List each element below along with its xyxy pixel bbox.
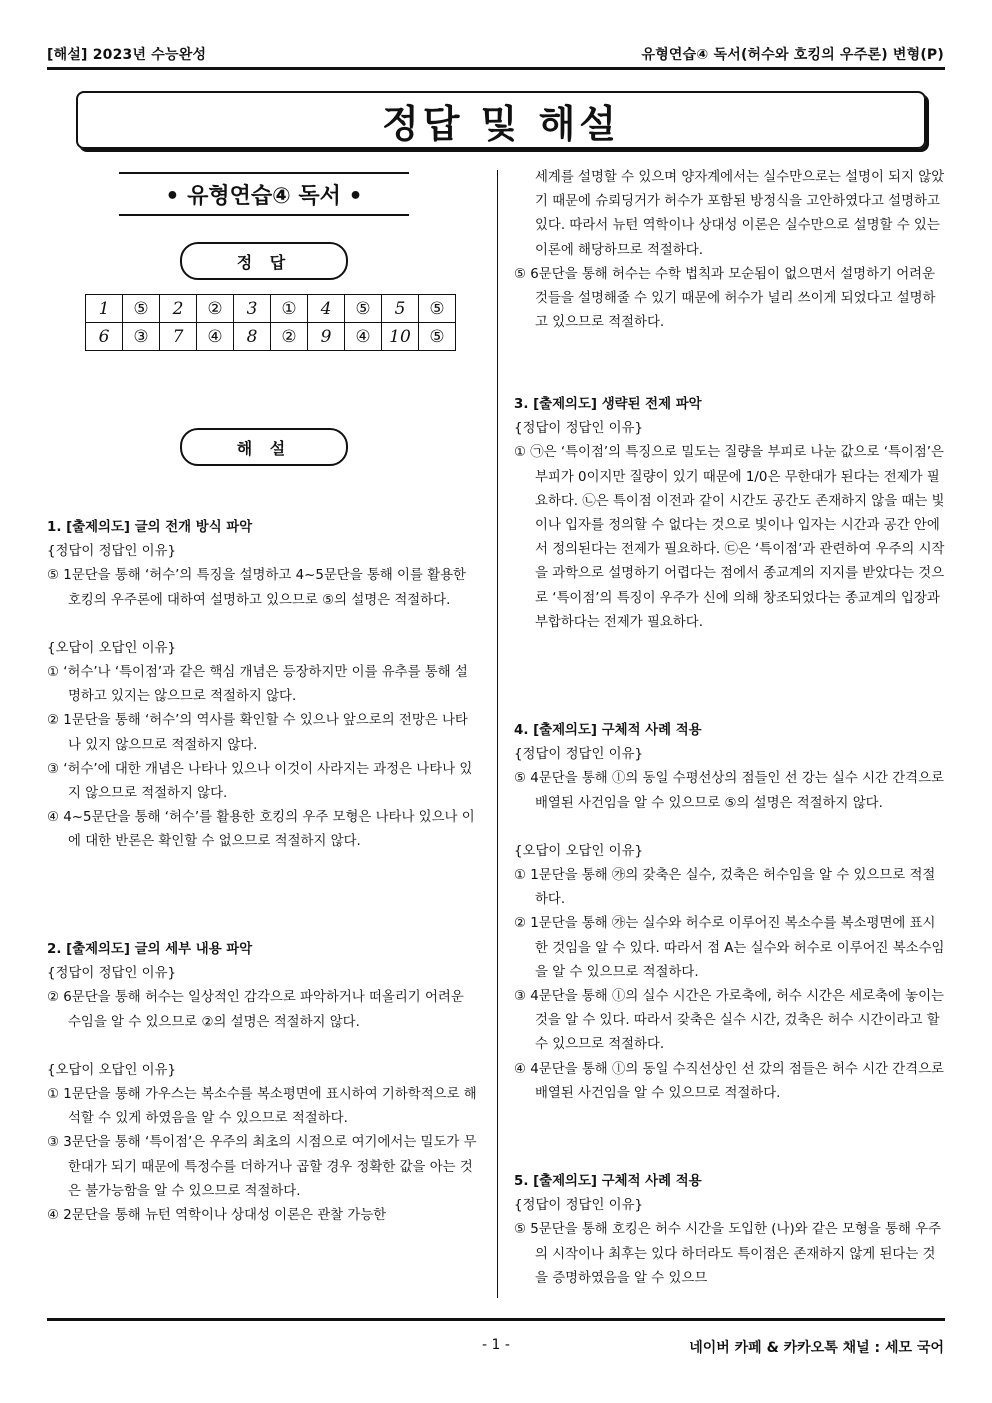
q2-title: 2. [출제의도] 글의 세부 내용 파악: [47, 942, 253, 957]
footer-credit: 네이버 카페 & 카카오톡 채널 : 세모 국어: [689, 1340, 944, 1356]
header-right: 유형연습④ 독서(허수와 호킹의 우주론) 변형(P): [641, 47, 944, 63]
q1-wrong-label: {오답이 오답인 이유}: [47, 640, 177, 656]
q3-correct: ① ㉠은 ‘특이점’의 특징으로 밀도는 질량을 부피로 나눈 값으로 ‘특이점’은 부피가 0이지만 질량이 있기 때문에 1/0은 무한대가 된다는 전제가 필요하다. ㉡은 특이점 이전과 같이 시간도 공간도 존재하지 않을 때는 빛이나 입자를 정의할 수 없다는 것으로 빛이나 입자는 시간과 공간 안에서 정의된다는 전제가 필요하다. ㉢은 ‘특이점’과 관련하여 우주의 시작을 과학으로 설명하기 어렵다는 점에서 종교계의 지지를 받았다는 것으로 ‘특이점’의 특징이 우주가 신에 의해 창조되었다는 종교계의 입장과 부합하다는 전제가 필요하다.: [514, 445, 945, 630]
q4-wrong-label: {오답이 오답인 이유}: [514, 843, 644, 859]
q4-wrong-item: ① 1문단을 통해 ㉮의 갗축은 실수, 겄축은 허수임을 알 수 있으므로 적절하다.: [514, 868, 936, 908]
answer-value: ④: [197, 323, 234, 351]
answer-value: ②: [271, 323, 308, 351]
q1-wrong-item: ② 1문단을 통해 ‘허수’의 역사를 확인할 수 있으나 앞으로의 전망은 나타나 있지 않으므로 적절하지 않다.: [47, 713, 468, 753]
q1-block: [47, 516, 477, 855]
answer-row-2: [86, 323, 456, 351]
answer-no: 8: [234, 323, 271, 351]
section-title: • 유형연습④ 독서 •: [165, 183, 363, 209]
q1-correct: ⑤ 1문단을 통해 ‘허수’의 특징을 설명하고 4~5문단을 통해 이를 활용한 호킹의 우주론에 대하여 설명하고 있으므로 ⑤의 설명은 적절하다.: [47, 568, 466, 608]
answer-row-1: [86, 295, 456, 323]
answer-value: ③: [123, 323, 160, 351]
q4-correct-label: {정답이 정답인 이유}: [514, 747, 644, 763]
q4-block: [514, 719, 946, 1106]
q5-correct: ⑤ 5문단을 통해 호킹은 허수 시간을 도입한 (나)와 같은 모형을 통해 우주의 시작이나 최후는 있다 하더라도 특이점은 존재하지 않게 된다는 것을 증명하였음을 알 수 있으므: [514, 1222, 942, 1286]
section-banner: [119, 172, 409, 216]
answer-no: 7: [160, 323, 197, 351]
page-number: - 1 -: [482, 1337, 510, 1353]
answer-label: 정 답: [180, 242, 348, 280]
answer-value: ⑤: [345, 295, 382, 323]
q2-correct: ② 6문단을 통해 허수는 일상적인 감각으로 파악하거나 떠올리기 어려운 수임을 알 수 있으므로 ②의 설명은 적절하지 않다.: [47, 990, 464, 1030]
column-divider: [497, 170, 498, 1298]
q2-wrong-label: {오답이 오답인 이유}: [47, 1062, 177, 1078]
answer-no: 10: [382, 323, 419, 351]
page-title: 정답 및 해설: [382, 101, 620, 146]
answer-no: 5: [382, 295, 419, 323]
q1-wrong-item: ③ ‘허수’에 대한 개념은 나타나 있으나 이것이 사라지는 과정은 나타나 있지 않으므로 적절하지 않다.: [47, 761, 473, 802]
footer-rule: [47, 1318, 945, 1321]
answer-no: 1: [86, 295, 123, 323]
answer-no: 2: [160, 295, 197, 323]
answer-no: 3: [234, 295, 271, 323]
answer-value: ④: [345, 323, 382, 351]
q2-wrong-item: ⑤ 6문단을 통해 허수는 수학 법칙과 모순됨이 없으면서 설명하기 어려운 것들을 설명해줄 수 있기 때문에 허수가 널리 쓰이게 되었다고 설명하고 있으므로 적절하다.: [514, 266, 936, 331]
q5-title: 5. [출제의도] 구체적 사례 적용: [514, 1174, 702, 1189]
q5-block: [514, 1170, 946, 1291]
answer-no: 6: [86, 323, 123, 351]
answer-value: ⑤: [419, 295, 456, 323]
q5-correct-label: {정답이 정답인 이유}: [514, 1198, 644, 1214]
q2-continued: [514, 166, 946, 335]
q2-wrong-item: ① 1문단을 통해 가우스는 복소수를 복소평면에 표시하여 기하학적으로 해석할 수 있게 하였음을 알 수 있으므로 적절하다.: [47, 1087, 477, 1127]
explain-label: 해 설: [180, 428, 348, 466]
q4-wrong-item: ③ 4문단을 통해 ⓛ의 실수 시간은 가로축에, 허수 시간은 세로축에 놓이는 것을 알 수 있다. 따라서 갗축은 실수 시간, 겄축은 허수 시간이라고 할 수 있으므로 적절하다.: [514, 989, 944, 1053]
q2-wrong-item: ③ 3문단을 통해 ‘특이점’은 우주의 최초의 시점으로 여기에서는 밀도가 무한대가 되기 때문에 특정수를 더하거나 곱할 경우 정확한 값을 아는 것은 불가능함을 알 수 있으므로 적절하다.: [47, 1135, 477, 1199]
q4-wrong-item: ④ 4문단을 통해 ⓛ의 동일 수직선상인 선 갔의 점들은 허수 시간 간격으로 배열된 사건임을 알 수 있으므로 적절하다.: [514, 1061, 944, 1101]
answer-no: 4: [308, 295, 345, 323]
q1-correct-label: {정답이 정답인 이유}: [47, 544, 177, 560]
q3-block: [514, 393, 946, 635]
q1-title: 1. [출제의도] 글의 전개 방식 파악: [47, 520, 253, 535]
answer-value: ①: [271, 295, 308, 323]
q4-wrong-item: ② 1문단을 통해 ㉮는 실수와 허수로 이루어진 복소수를 복소평면에 표시한 것임을 알 수 있다. 따라서 점 A는 실수와 허수로 이루어진 복소수임을 알 수 있으므로 적절하다.: [514, 916, 945, 980]
answer-value: ②: [197, 295, 234, 323]
q4-title: 4. [출제의도] 구체적 사례 적용: [514, 723, 702, 738]
answer-value: ⑤: [123, 295, 160, 323]
q3-title: 3. [출제의도] 생략된 전제 파악: [514, 397, 702, 412]
header-left: [해설] 2023년 수능완성: [47, 47, 207, 63]
q1-wrong-item: ① ‘허수’나 ‘특이점’과 같은 핵심 개념은 등장하지만 이를 유추를 통해 설명하고 있지는 않으므로 적절하지 않다.: [47, 665, 468, 705]
q4-correct: ⑤ 4문단을 통해 ⓛ의 동일 수평선상의 점들인 선 강는 실수 시간 간격으로 배열된 사건임을 알 수 있으므로 ⑤의 설명은 적절하지 않다.: [514, 771, 944, 811]
header-rule: [47, 67, 945, 70]
q2-block: [47, 938, 477, 1228]
title-box: [76, 91, 926, 149]
answer-value: ⑤: [419, 323, 456, 351]
q2-wrong-item: ④ 2문단을 통해 뉴턴 역학이나 상대성 이론은 관찰 가능한: [47, 1208, 387, 1224]
answer-no: 9: [308, 323, 345, 351]
q3-correct-label: {정답이 정답인 이유}: [514, 421, 644, 437]
q1-wrong-item: ④ 4~5문단을 통해 ‘허수’를 활용한 호킹의 우주 모형은 나타나 있으나 이에 대한 반론은 확인할 수 없으므로 적절하지 않다.: [47, 810, 475, 850]
q2-correct-label: {정답이 정답인 이유}: [47, 966, 177, 982]
q2-continued-text: 세계를 설명할 수 있으며 양자계에서는 실수만으로는 설명이 되지 않았기 때문에 슈뢰딩거가 허수가 포함된 방정식을 고안하였다고 설명하고 있다. 따라서 뉴턴 역학이나 상대성 이론은 실수만으로 설명할 수 있는 이론에 해당하므로 적절하다.: [535, 170, 945, 258]
answer-table: [85, 294, 456, 351]
